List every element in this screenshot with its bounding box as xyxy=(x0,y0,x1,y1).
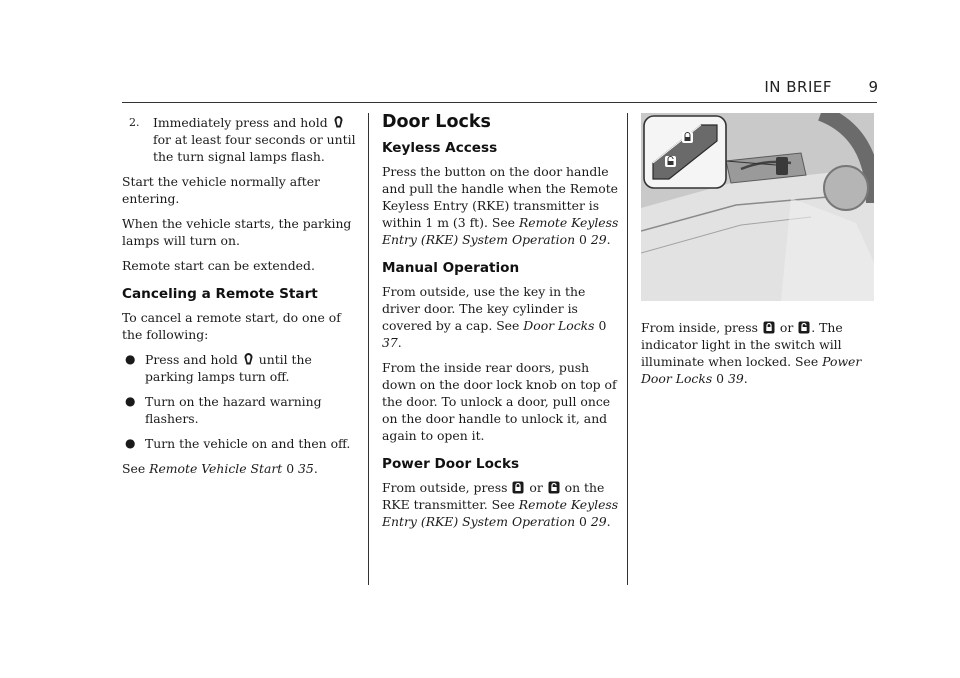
lock-icon xyxy=(763,321,775,334)
column-2 xyxy=(382,110,620,538)
column-divider-2 xyxy=(627,113,628,585)
column-3 xyxy=(641,110,877,395)
bullet-item xyxy=(122,351,362,385)
reference-page-number[interactable]: 39 xyxy=(728,371,744,386)
period: . xyxy=(743,371,748,386)
bullet-3-text: Turn the vehicle on and then off. xyxy=(145,436,351,451)
reference-link-remote-vehicle-start[interactable]: Remote Vehicle Start xyxy=(149,461,283,476)
door-lock-switch-illustration xyxy=(641,113,874,301)
remote-start-icon xyxy=(243,352,254,366)
paragraph-power-door-locks xyxy=(382,479,620,530)
keyless-text: Press the button on the door handle and pull the handle when the Remote Keyless Entry (RKE) transmitter is within 1 m (3 ft). See xyxy=(382,164,619,230)
paragraph-inside-lock xyxy=(641,319,877,387)
bullet-1-text-b: until the parking lamps turn off. xyxy=(145,352,312,384)
reference-page-number[interactable]: 29 xyxy=(590,514,607,529)
step-number: 2. xyxy=(129,116,140,129)
paragraph-parking-lamps: When the vehicle starts, the parking lamps will turn on. xyxy=(122,216,352,248)
page-ref-arrow-icon: 0 xyxy=(716,371,725,386)
page-number: 9 xyxy=(868,78,878,96)
bullet-dot: ● xyxy=(125,394,136,408)
header-rule xyxy=(122,102,877,103)
step-2-text xyxy=(153,114,362,165)
inside-text-a: From inside, press xyxy=(641,320,758,335)
see-reference-remote-start xyxy=(122,460,362,477)
power-text-a: From outside, press xyxy=(382,480,508,495)
reference-page-number[interactable]: 37 xyxy=(382,335,398,350)
page-ref-arrow-icon: 0 xyxy=(579,232,587,247)
remote-start-icon xyxy=(333,115,344,129)
section-title: IN BRIEF xyxy=(764,78,832,96)
period: . xyxy=(606,514,611,529)
reference-page-number[interactable]: 29 xyxy=(590,232,607,247)
see-prefix: See xyxy=(122,461,146,476)
paragraph-cancel-intro: To cancel a remote start, do one of the following: xyxy=(122,310,341,342)
period: . xyxy=(397,335,402,350)
bullet-2-text: Turn on the hazard warning flashers. xyxy=(145,394,322,426)
reference-link-power-door-locks[interactable]: Power Door Locks xyxy=(641,354,862,386)
lock-icon xyxy=(512,481,524,494)
reference-link-door-locks[interactable]: Door Locks xyxy=(523,318,595,333)
inside-text-b: . The indicator light in the switch will illuminate when locked. See xyxy=(641,320,843,369)
manual-1-text: From outside, use the key in the driver door. The key cylinder is covered by a cap. See xyxy=(382,284,586,333)
power-text-b: on the RKE transmitter. See xyxy=(382,480,605,512)
heading-power-door-locks: Power Door Locks xyxy=(382,456,520,472)
heading-manual-operation: Manual Operation xyxy=(382,260,520,276)
paragraph-keyless-access xyxy=(382,163,620,248)
bullet-item xyxy=(122,435,362,452)
heading-keyless-access: Keyless Access xyxy=(382,140,498,156)
reference-link-rke-operation[interactable]: Remote Keyless Entry (RKE) System Operation xyxy=(382,497,619,529)
period: . xyxy=(313,461,318,476)
bullet-1-text-a: Press and hold xyxy=(145,352,238,367)
power-text-or: or xyxy=(529,480,543,495)
inside-text-or: or xyxy=(779,320,794,335)
step-2-text-b: for at least four seconds or until the turn signal lamps flash. xyxy=(153,132,356,164)
page-ref-arrow-icon: 0 xyxy=(579,514,587,529)
paragraph-manual-1 xyxy=(382,283,620,351)
reference-link-rke-operation[interactable]: Remote Keyless Entry (RKE) System Operation xyxy=(382,215,619,247)
page-ref-arrow-icon: 0 xyxy=(598,318,607,333)
step-2-text-a: Immediately press and hold xyxy=(153,115,328,130)
unlock-icon xyxy=(548,481,560,494)
unlock-icon xyxy=(798,321,810,334)
page-ref-arrow-icon: 0 xyxy=(286,461,295,476)
period: . xyxy=(606,232,611,247)
paragraph-start-vehicle: Start the vehicle normally after entering. xyxy=(122,174,320,206)
heading-door-locks: Door Locks xyxy=(382,112,491,132)
bullet-dot: ● xyxy=(125,436,136,450)
paragraph-manual-2: From the inside rear doors, push down on the door lock knob on top of the door. To unlock a door, pull once on the door handle to unlock it, and again to open it. xyxy=(382,360,617,443)
column-divider-1 xyxy=(368,113,369,585)
reference-page-number[interactable]: 35 xyxy=(298,461,314,476)
bullet-item xyxy=(122,393,362,427)
bullet-dot: ● xyxy=(125,352,136,366)
heading-canceling-remote-start: Canceling a Remote Start xyxy=(122,286,318,302)
column-1 xyxy=(122,110,362,485)
numbered-step-2 xyxy=(122,114,362,173)
paragraph-extend: Remote start can be extended. xyxy=(122,258,315,273)
